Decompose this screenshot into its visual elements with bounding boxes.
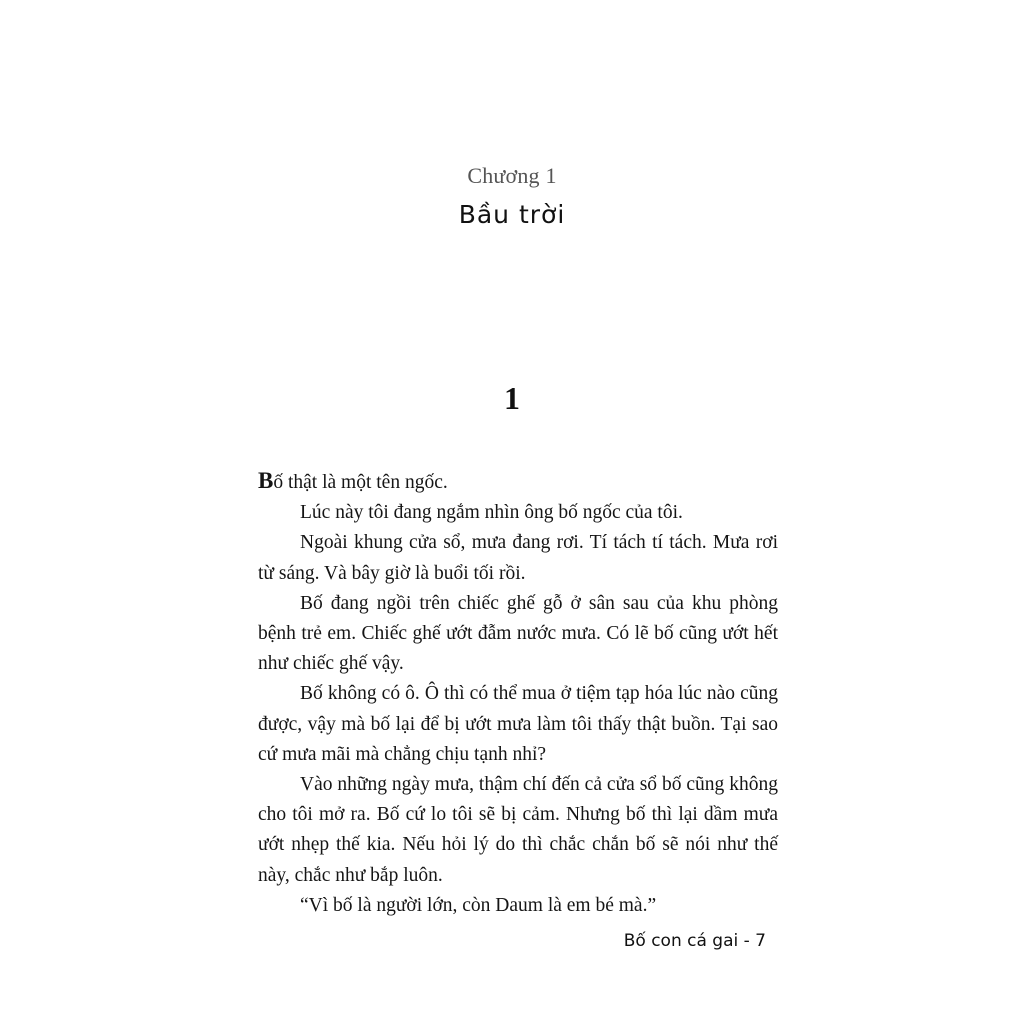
- paragraph-first: [258, 466, 778, 498]
- chapter-title: Bầu trời: [458, 200, 566, 229]
- running-footer: Bố con cá gai - 7: [623, 931, 766, 951]
- paragraph: Bố không có ô. Ô thì có thể mua ở tiệm tạp hóa lúc nào cũng được, vậy mà bố lại để bị ướt mưa làm tôi thấy thật buồn. Tại sao cứ mưa mãi mà chẳng chịu tạnh nhỉ?: [258, 683, 778, 765]
- paragraph: “Vì bố là người lớn, còn Daum là em bé mà.”: [300, 894, 657, 916]
- section-number: 1: [504, 380, 520, 416]
- drop-cap: B: [258, 468, 274, 493]
- paragraph: Ngoài khung cửa sổ, mưa đang rơi. Tí tách tí tách. Mưa rơi từ sáng. Và bây giờ là buổi tối rồi.: [258, 532, 778, 584]
- first-paragraph-text: ố thật là một tên ngốc.: [273, 472, 448, 493]
- paragraph: Vào những ngày mưa, thậm chí đến cả cửa sổ bố cũng không cho tôi mở ra. Bố cứ lo tôi sẽ bị cảm. Nhưng bố thì lại dầm mưa ướt nhẹp thế kia. Nếu hỏi lý do thì chắc chắn bố sẽ nói như thế này, chắc như bắp luôn.: [258, 774, 778, 886]
- paragraph: Bố đang ngồi trên chiếc ghế gỗ ở sân sau của khu phòng bệnh trẻ em. Chiếc ghế ướt đẫm nước mưa. Có lẽ bố cũng ướt hết như chiếc ghế vậy.: [258, 592, 778, 675]
- chapter-label: Chương 1: [467, 163, 557, 188]
- body-text: [258, 466, 778, 921]
- paragraph: Lúc này tôi đang ngắm nhìn ông bố ngốc của tôi.: [300, 502, 683, 524]
